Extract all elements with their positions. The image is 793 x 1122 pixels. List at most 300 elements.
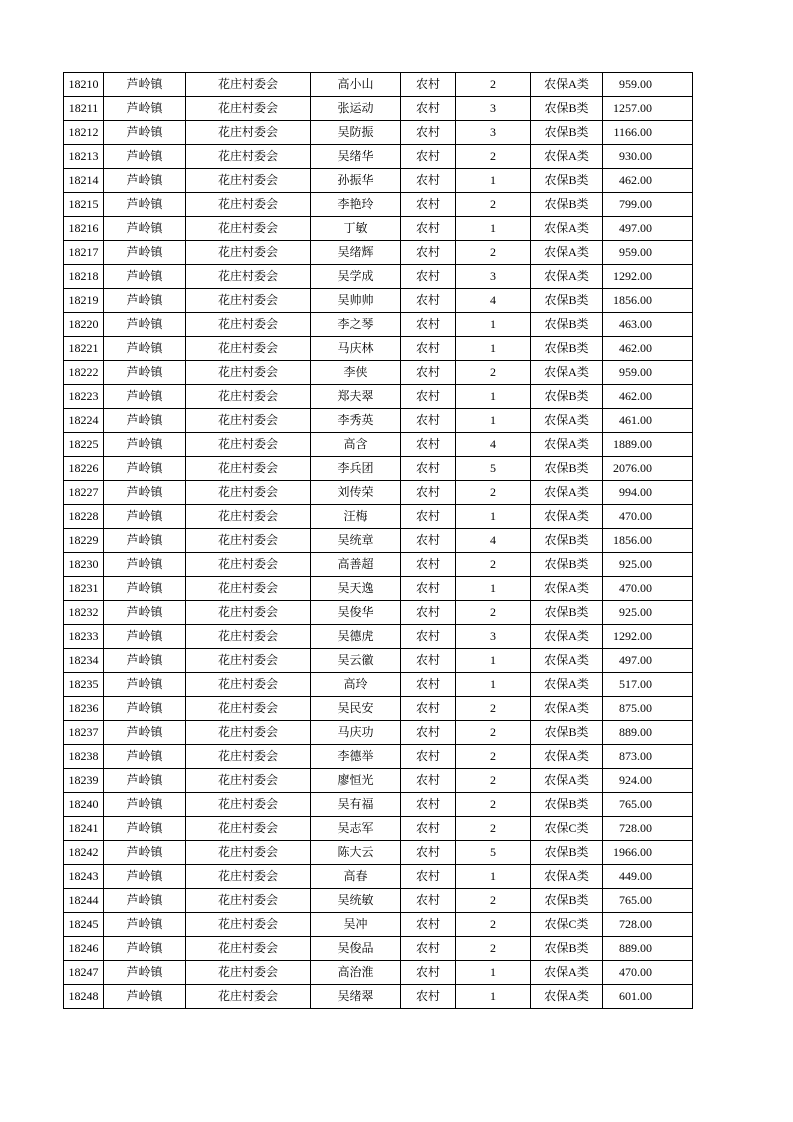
cell-id: 18235	[64, 673, 104, 697]
cell-town: 芦岭镇	[104, 745, 186, 769]
cell-person-name: 李兵团	[311, 457, 401, 481]
cell-amount: 463.00	[603, 313, 693, 337]
cell-count: 5	[456, 457, 531, 481]
cell-amount: 517.00	[603, 673, 693, 697]
table-row	[64, 961, 693, 985]
cell-town: 芦岭镇	[104, 145, 186, 169]
cell-amount: 1292.00	[603, 265, 693, 289]
cell-count: 1	[456, 577, 531, 601]
table-row	[64, 217, 693, 241]
cell-amount: 462.00	[603, 169, 693, 193]
cell-id: 18240	[64, 793, 104, 817]
cell-person-name: 吴绪辉	[311, 241, 401, 265]
cell-town: 芦岭镇	[104, 241, 186, 265]
cell-person-name: 李德举	[311, 745, 401, 769]
cell-residence: 农村	[401, 577, 456, 601]
cell-count: 3	[456, 265, 531, 289]
cell-town: 芦岭镇	[104, 97, 186, 121]
cell-count: 4	[456, 289, 531, 313]
cell-insurance-class: 农保B类	[531, 193, 603, 217]
cell-town: 芦岭镇	[104, 481, 186, 505]
cell-residence: 农村	[401, 865, 456, 889]
cell-count: 1	[456, 985, 531, 1009]
cell-count: 2	[456, 769, 531, 793]
cell-count: 1	[456, 649, 531, 673]
cell-count: 2	[456, 481, 531, 505]
cell-amount: 930.00	[603, 145, 693, 169]
table-row	[64, 385, 693, 409]
table-row	[64, 97, 693, 121]
cell-insurance-class: 农保A类	[531, 241, 603, 265]
cell-town: 芦岭镇	[104, 169, 186, 193]
table-row	[64, 865, 693, 889]
cell-town: 芦岭镇	[104, 505, 186, 529]
cell-id: 18231	[64, 577, 104, 601]
cell-amount: 873.00	[603, 745, 693, 769]
cell-count: 2	[456, 745, 531, 769]
cell-town: 芦岭镇	[104, 361, 186, 385]
cell-insurance-class: 农保B类	[531, 337, 603, 361]
cell-person-name: 吴天逸	[311, 577, 401, 601]
cell-id: 18220	[64, 313, 104, 337]
cell-count: 2	[456, 913, 531, 937]
cell-village: 花庄村委会	[186, 913, 311, 937]
cell-id: 18225	[64, 433, 104, 457]
cell-count: 1	[456, 337, 531, 361]
table-row	[64, 433, 693, 457]
cell-insurance-class: 农保A类	[531, 361, 603, 385]
cell-person-name: 吴帅帅	[311, 289, 401, 313]
cell-village: 花庄村委会	[186, 385, 311, 409]
cell-id: 18228	[64, 505, 104, 529]
cell-count: 2	[456, 817, 531, 841]
cell-id: 18229	[64, 529, 104, 553]
table-row	[64, 481, 693, 505]
cell-village: 花庄村委会	[186, 985, 311, 1009]
cell-residence: 农村	[401, 121, 456, 145]
cell-village: 花庄村委会	[186, 865, 311, 889]
cell-residence: 农村	[401, 193, 456, 217]
cell-id: 18212	[64, 121, 104, 145]
cell-count: 2	[456, 601, 531, 625]
cell-insurance-class: 农保A类	[531, 745, 603, 769]
cell-person-name: 吴俊华	[311, 601, 401, 625]
cell-person-name: 丁敏	[311, 217, 401, 241]
cell-person-name: 高治淮	[311, 961, 401, 985]
cell-person-name: 高善超	[311, 553, 401, 577]
cell-residence: 农村	[401, 433, 456, 457]
cell-person-name: 吴民安	[311, 697, 401, 721]
cell-residence: 农村	[401, 529, 456, 553]
cell-count: 3	[456, 97, 531, 121]
cell-residence: 农村	[401, 241, 456, 265]
cell-residence: 农村	[401, 361, 456, 385]
cell-town: 芦岭镇	[104, 697, 186, 721]
cell-person-name: 刘传荣	[311, 481, 401, 505]
table-row	[64, 913, 693, 937]
cell-insurance-class: 农保A类	[531, 865, 603, 889]
cell-person-name: 高含	[311, 433, 401, 457]
cell-residence: 农村	[401, 673, 456, 697]
cell-count: 2	[456, 553, 531, 577]
cell-count: 2	[456, 937, 531, 961]
cell-count: 1	[456, 409, 531, 433]
cell-residence: 农村	[401, 793, 456, 817]
cell-village: 花庄村委会	[186, 721, 311, 745]
table-body	[64, 73, 693, 1009]
cell-amount: 1257.00	[603, 97, 693, 121]
cell-village: 花庄村委会	[186, 361, 311, 385]
cell-amount: 470.00	[603, 577, 693, 601]
table-row	[64, 985, 693, 1009]
cell-insurance-class: 农保B类	[531, 313, 603, 337]
table-row	[64, 673, 693, 697]
cell-amount: 1856.00	[603, 529, 693, 553]
cell-residence: 农村	[401, 337, 456, 361]
cell-count: 3	[456, 625, 531, 649]
cell-village: 花庄村委会	[186, 793, 311, 817]
cell-person-name: 吴统敏	[311, 889, 401, 913]
cell-person-name: 李侠	[311, 361, 401, 385]
cell-residence: 农村	[401, 97, 456, 121]
cell-insurance-class: 农保A类	[531, 673, 603, 697]
cell-village: 花庄村委会	[186, 649, 311, 673]
cell-insurance-class: 农保A类	[531, 505, 603, 529]
cell-person-name: 高春	[311, 865, 401, 889]
table-row	[64, 361, 693, 385]
cell-count: 4	[456, 433, 531, 457]
cell-residence: 农村	[401, 697, 456, 721]
cell-insurance-class: 农保A类	[531, 409, 603, 433]
cell-insurance-class: 农保B类	[531, 529, 603, 553]
cell-insurance-class: 农保B类	[531, 553, 603, 577]
cell-village: 花庄村委会	[186, 553, 311, 577]
cell-person-name: 孙振华	[311, 169, 401, 193]
cell-village: 花庄村委会	[186, 889, 311, 913]
cell-town: 芦岭镇	[104, 577, 186, 601]
cell-insurance-class: 农保B类	[531, 457, 603, 481]
cell-amount: 959.00	[603, 73, 693, 97]
cell-village: 花庄村委会	[186, 193, 311, 217]
cell-person-name: 陈大云	[311, 841, 401, 865]
cell-amount: 889.00	[603, 721, 693, 745]
table-row	[64, 889, 693, 913]
cell-residence: 农村	[401, 145, 456, 169]
cell-village: 花庄村委会	[186, 625, 311, 649]
cell-town: 芦岭镇	[104, 337, 186, 361]
cell-village: 花庄村委会	[186, 433, 311, 457]
cell-town: 芦岭镇	[104, 817, 186, 841]
cell-insurance-class: 农保A类	[531, 217, 603, 241]
cell-insurance-class: 农保A类	[531, 145, 603, 169]
cell-id: 18226	[64, 457, 104, 481]
table-row	[64, 145, 693, 169]
cell-insurance-class: 农保A类	[531, 481, 603, 505]
cell-insurance-class: 农保C类	[531, 817, 603, 841]
cell-residence: 农村	[401, 289, 456, 313]
cell-town: 芦岭镇	[104, 601, 186, 625]
table-row	[64, 649, 693, 673]
cell-town: 芦岭镇	[104, 553, 186, 577]
cell-count: 1	[456, 313, 531, 337]
cell-count: 3	[456, 121, 531, 145]
cell-town: 芦岭镇	[104, 625, 186, 649]
table-row	[64, 577, 693, 601]
cell-town: 芦岭镇	[104, 793, 186, 817]
cell-residence: 农村	[401, 169, 456, 193]
table-row	[64, 505, 693, 529]
cell-residence: 农村	[401, 889, 456, 913]
cell-residence: 农村	[401, 817, 456, 841]
cell-residence: 农村	[401, 721, 456, 745]
table-row	[64, 409, 693, 433]
cell-amount: 497.00	[603, 649, 693, 673]
cell-residence: 农村	[401, 265, 456, 289]
cell-village: 花庄村委会	[186, 601, 311, 625]
cell-village: 花庄村委会	[186, 841, 311, 865]
cell-amount: 462.00	[603, 337, 693, 361]
cell-id: 18232	[64, 601, 104, 625]
cell-town: 芦岭镇	[104, 457, 186, 481]
cell-insurance-class: 农保B类	[531, 97, 603, 121]
table-row	[64, 769, 693, 793]
cell-count: 2	[456, 193, 531, 217]
cell-residence: 农村	[401, 769, 456, 793]
table-row	[64, 625, 693, 649]
cell-town: 芦岭镇	[104, 73, 186, 97]
cell-insurance-class: 农保A类	[531, 433, 603, 457]
cell-amount: 728.00	[603, 817, 693, 841]
cell-id: 18224	[64, 409, 104, 433]
table-row	[64, 937, 693, 961]
table-row	[64, 697, 693, 721]
cell-residence: 农村	[401, 937, 456, 961]
cell-village: 花庄村委会	[186, 961, 311, 985]
cell-village: 花庄村委会	[186, 673, 311, 697]
cell-amount: 959.00	[603, 361, 693, 385]
cell-town: 芦岭镇	[104, 769, 186, 793]
cell-person-name: 马庆功	[311, 721, 401, 745]
cell-amount: 765.00	[603, 793, 693, 817]
cell-residence: 农村	[401, 961, 456, 985]
cell-person-name: 高玲	[311, 673, 401, 697]
cell-town: 芦岭镇	[104, 865, 186, 889]
cell-insurance-class: 农保B类	[531, 937, 603, 961]
cell-insurance-class: 农保B类	[531, 889, 603, 913]
cell-id: 18217	[64, 241, 104, 265]
cell-person-name: 吴志军	[311, 817, 401, 841]
cell-id: 18241	[64, 817, 104, 841]
cell-person-name: 廖恒光	[311, 769, 401, 793]
cell-residence: 农村	[401, 217, 456, 241]
cell-town: 芦岭镇	[104, 649, 186, 673]
cell-person-name: 吴云徽	[311, 649, 401, 673]
cell-count: 2	[456, 793, 531, 817]
cell-person-name: 吴绪华	[311, 145, 401, 169]
cell-town: 芦岭镇	[104, 385, 186, 409]
cell-village: 花庄村委会	[186, 313, 311, 337]
table-row	[64, 73, 693, 97]
cell-town: 芦岭镇	[104, 529, 186, 553]
cell-count: 1	[456, 865, 531, 889]
cell-amount: 1856.00	[603, 289, 693, 313]
table-row	[64, 817, 693, 841]
cell-id: 18210	[64, 73, 104, 97]
cell-amount: 470.00	[603, 505, 693, 529]
cell-id: 18227	[64, 481, 104, 505]
cell-person-name: 李之琴	[311, 313, 401, 337]
cell-id: 18248	[64, 985, 104, 1009]
cell-amount: 799.00	[603, 193, 693, 217]
cell-id: 18245	[64, 913, 104, 937]
cell-id: 18243	[64, 865, 104, 889]
cell-count: 2	[456, 697, 531, 721]
cell-village: 花庄村委会	[186, 505, 311, 529]
cell-amount: 497.00	[603, 217, 693, 241]
table-row	[64, 337, 693, 361]
table-row	[64, 289, 693, 313]
cell-amount: 889.00	[603, 937, 693, 961]
cell-town: 芦岭镇	[104, 673, 186, 697]
table-row	[64, 193, 693, 217]
cell-village: 花庄村委会	[186, 817, 311, 841]
cell-id: 18239	[64, 769, 104, 793]
cell-count: 2	[456, 361, 531, 385]
cell-insurance-class: 农保C类	[531, 913, 603, 937]
cell-amount: 601.00	[603, 985, 693, 1009]
cell-village: 花庄村委会	[186, 337, 311, 361]
cell-residence: 农村	[401, 505, 456, 529]
cell-person-name: 汪梅	[311, 505, 401, 529]
cell-residence: 农村	[401, 553, 456, 577]
cell-village: 花庄村委会	[186, 529, 311, 553]
cell-count: 2	[456, 241, 531, 265]
cell-id: 18218	[64, 265, 104, 289]
cell-village: 花庄村委会	[186, 577, 311, 601]
cell-person-name: 吴学成	[311, 265, 401, 289]
cell-insurance-class: 农保A类	[531, 697, 603, 721]
cell-village: 花庄村委会	[186, 457, 311, 481]
cell-village: 花庄村委会	[186, 169, 311, 193]
cell-id: 18223	[64, 385, 104, 409]
cell-amount: 1889.00	[603, 433, 693, 457]
cell-insurance-class: 农保A类	[531, 625, 603, 649]
cell-id: 18237	[64, 721, 104, 745]
cell-id: 18211	[64, 97, 104, 121]
cell-count: 1	[456, 385, 531, 409]
table-row	[64, 457, 693, 481]
cell-count: 2	[456, 145, 531, 169]
cell-id: 18238	[64, 745, 104, 769]
cell-person-name: 张运动	[311, 97, 401, 121]
cell-residence: 农村	[401, 481, 456, 505]
cell-amount: 728.00	[603, 913, 693, 937]
cell-amount: 2076.00	[603, 457, 693, 481]
cell-count: 1	[456, 673, 531, 697]
cell-person-name: 吴绪翠	[311, 985, 401, 1009]
cell-insurance-class: 农保B类	[531, 169, 603, 193]
cell-town: 芦岭镇	[104, 265, 186, 289]
cell-town: 芦岭镇	[104, 433, 186, 457]
cell-amount: 462.00	[603, 385, 693, 409]
cell-residence: 农村	[401, 841, 456, 865]
cell-insurance-class: 农保B类	[531, 721, 603, 745]
cell-id: 18236	[64, 697, 104, 721]
cell-insurance-class: 农保B类	[531, 121, 603, 145]
cell-amount: 924.00	[603, 769, 693, 793]
cell-residence: 农村	[401, 385, 456, 409]
cell-town: 芦岭镇	[104, 193, 186, 217]
cell-town: 芦岭镇	[104, 985, 186, 1009]
table-row	[64, 553, 693, 577]
cell-village: 花庄村委会	[186, 937, 311, 961]
cell-residence: 农村	[401, 73, 456, 97]
benefits-table	[63, 72, 693, 1009]
cell-residence: 农村	[401, 649, 456, 673]
cell-amount: 875.00	[603, 697, 693, 721]
cell-count: 4	[456, 529, 531, 553]
cell-village: 花庄村委会	[186, 121, 311, 145]
cell-village: 花庄村委会	[186, 769, 311, 793]
cell-town: 芦岭镇	[104, 721, 186, 745]
cell-village: 花庄村委会	[186, 145, 311, 169]
cell-amount: 765.00	[603, 889, 693, 913]
table-row	[64, 241, 693, 265]
cell-count: 1	[456, 961, 531, 985]
cell-person-name: 李秀英	[311, 409, 401, 433]
cell-id: 18242	[64, 841, 104, 865]
cell-id: 18230	[64, 553, 104, 577]
cell-id: 18216	[64, 217, 104, 241]
cell-village: 花庄村委会	[186, 217, 311, 241]
cell-count: 1	[456, 505, 531, 529]
table-row	[64, 793, 693, 817]
cell-id: 18219	[64, 289, 104, 313]
cell-town: 芦岭镇	[104, 961, 186, 985]
cell-insurance-class: 农保A类	[531, 649, 603, 673]
cell-person-name: 高小山	[311, 73, 401, 97]
cell-village: 花庄村委会	[186, 745, 311, 769]
cell-residence: 农村	[401, 457, 456, 481]
cell-residence: 农村	[401, 913, 456, 937]
cell-residence: 农村	[401, 409, 456, 433]
cell-id: 18233	[64, 625, 104, 649]
table-row	[64, 265, 693, 289]
cell-insurance-class: 农保B类	[531, 289, 603, 313]
table-row	[64, 313, 693, 337]
cell-id: 18213	[64, 145, 104, 169]
cell-insurance-class: 农保A类	[531, 769, 603, 793]
cell-town: 芦岭镇	[104, 289, 186, 313]
table-row	[64, 169, 693, 193]
cell-id: 18221	[64, 337, 104, 361]
cell-count: 1	[456, 169, 531, 193]
cell-amount: 461.00	[603, 409, 693, 433]
cell-village: 花庄村委会	[186, 97, 311, 121]
cell-town: 芦岭镇	[104, 121, 186, 145]
cell-id: 18215	[64, 193, 104, 217]
cell-town: 芦岭镇	[104, 937, 186, 961]
cell-count: 1	[456, 217, 531, 241]
cell-insurance-class: 农保B类	[531, 385, 603, 409]
cell-residence: 农村	[401, 625, 456, 649]
cell-person-name: 吴冲	[311, 913, 401, 937]
cell-person-name: 吴德虎	[311, 625, 401, 649]
cell-town: 芦岭镇	[104, 313, 186, 337]
cell-village: 花庄村委会	[186, 265, 311, 289]
cell-residence: 农村	[401, 985, 456, 1009]
cell-insurance-class: 农保B类	[531, 601, 603, 625]
